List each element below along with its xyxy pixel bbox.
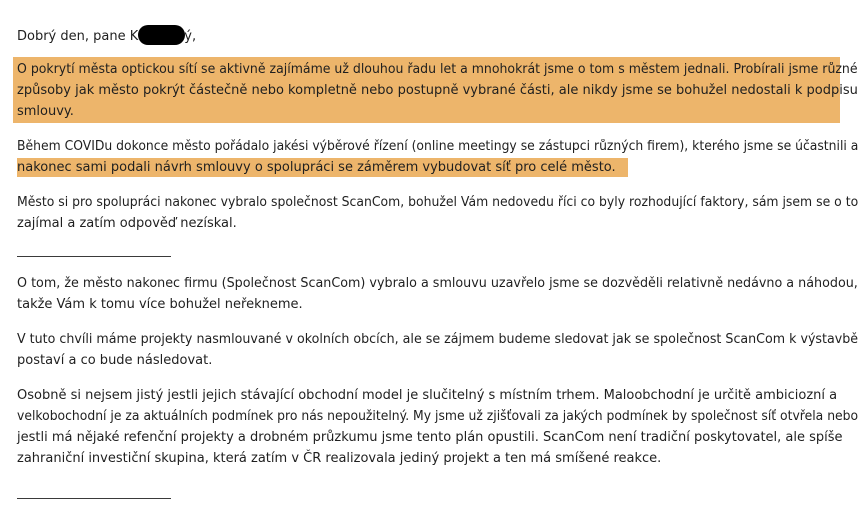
paragraph-3-line-1: Město si pro spolupráci nakonec vybralo společnost ScanCom, bohužel Vám nedovedu říci co byly rozhodující faktory, sám jsem se o to [17, 195, 859, 210]
paragraph-5-line-2: postaví a co bude následovat. [17, 353, 213, 368]
paragraph-1-line-2: způsoby jak město pokrýt částečně nebo kompletně nebo postupně vybrané části, ale nikdy jsme se bohužel nedostali k podpisu [17, 83, 858, 98]
greeting [17, 25, 196, 45]
paragraph-1-line-3: smlouvy. [17, 104, 74, 119]
paragraph-6-line-3: jestli má nějaké refenční projekty a drobném průzkumu jsme tento plán opustili. ScanCom není tradiční poskytovatel, ale spíše [17, 430, 843, 445]
redacted-name [138, 25, 185, 45]
paragraph-2-line-2: nakonec sami podali návrh smlouvy o spolupráci se záměrem vybudovat síť pro celé město. [17, 158, 628, 177]
paragraph-6-line-4: zahraniční investiční skupina, která zatím v ČR realizovala jediný projekt a ten má smíšené reakce. [17, 451, 662, 466]
paragraph-4-line-2: takže Vám k tomu více bohužel neřekneme. [17, 297, 303, 312]
divider-1 [17, 256, 171, 257]
paragraph-4-line-1: O tom, že město nakonec firmu (Společnost ScanCom) vybralo a smlouvu uzavřelo jsme se dozvěděli relativně nedávno a náhodou, [17, 276, 858, 291]
paragraph-2-line-2-highlight [13, 158, 636, 178]
paragraph-1-line-1: O pokrytí města optickou sítí se aktivně zajímáme už dlouhou řadu let a mnohokrát jsme o tom s městem jednali. Probírali jsme různé [17, 62, 858, 77]
paragraph-6-line-1: Osobně si nejsem jistý jestli jejich stávající obchodní model je slučitelný s místním trhem. Maloobchodní je určitě ambiciozní a [17, 388, 838, 403]
paragraph-2-line-1: Během COVIDu dokonce město pořádalo jakési výběrové řízení (online meetingy se zástupci různých firem), kterého jsme se účastnili a [17, 139, 859, 154]
paragraph-6-line-2: velkobochodní je za aktuálních podmínek pro nás nepoužitelný. My jsme už zjišťovali za jakých podmínek by společnost síť otvřela nebo [17, 409, 859, 424]
paragraph-3-line-2: zajímal a zatím odpověď nezískal. [17, 216, 237, 231]
greeting-end: ý, [184, 29, 197, 44]
paragraph-5-line-1: V tuto chvíli máme projekty nasmlouvané v okolních obcích, ale se zájmem budeme sledovat jak se společnost ScanCom k výstavbě [17, 332, 859, 347]
divider-2 [17, 498, 171, 499]
greeting-start: Dobrý den, pane K [17, 29, 139, 44]
